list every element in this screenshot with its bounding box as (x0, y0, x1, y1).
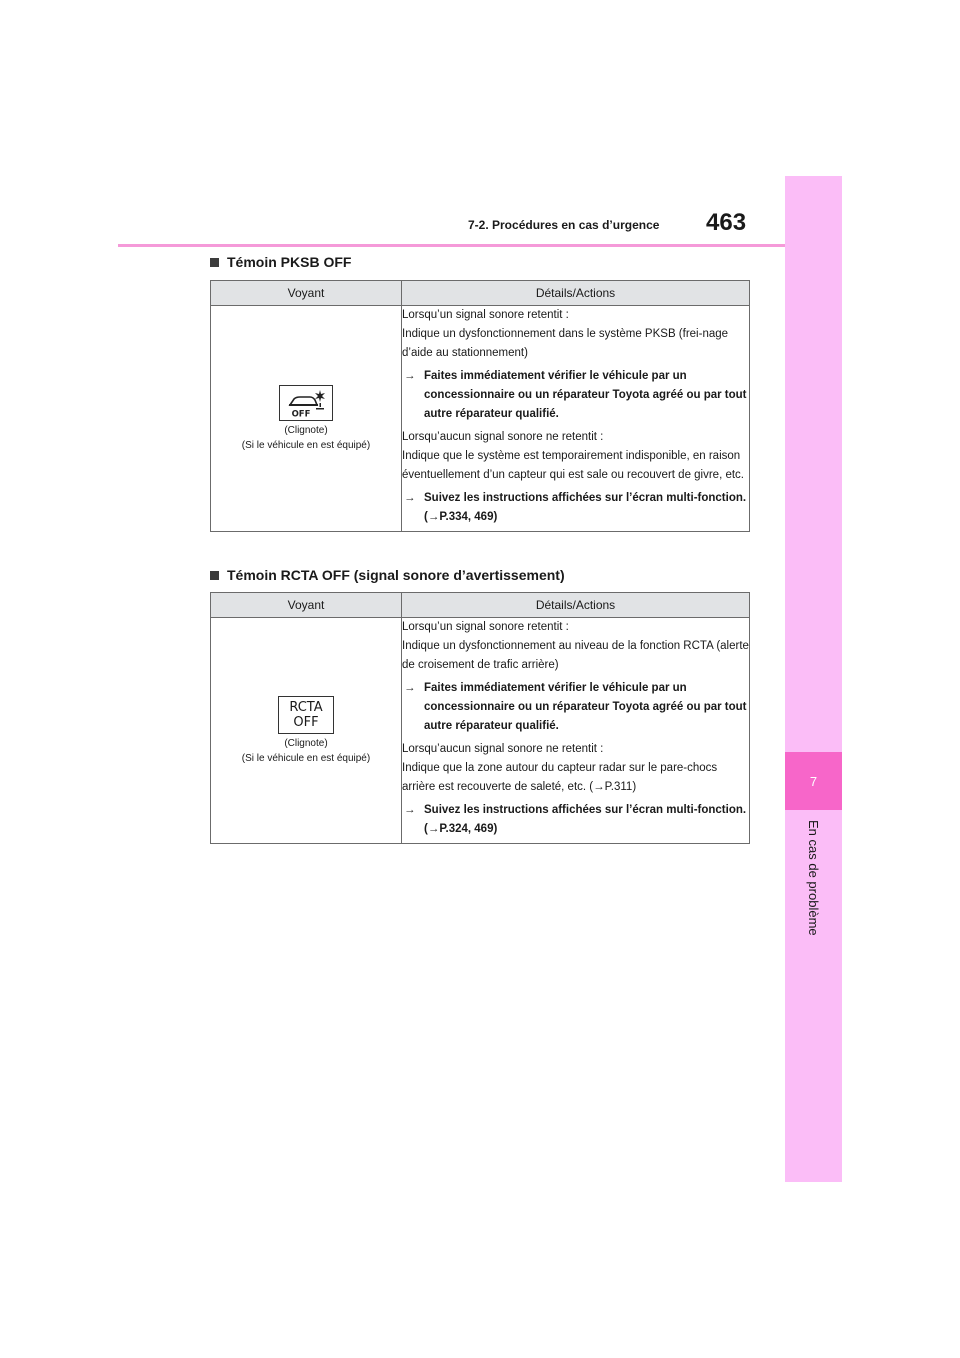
condition-sound: Lorsqu’un signal sonore retentit : (402, 621, 569, 633)
arrow-icon: → (404, 492, 416, 504)
arrow-icon: → (404, 370, 416, 382)
page-number: 463 (706, 209, 747, 236)
pksb-off-warning-icon (279, 385, 333, 421)
arrow-icon: → (404, 682, 416, 694)
action-item (404, 679, 749, 736)
description-dirty-sensor: Indique que la zone autour du capteur radar sur le pare-chocs arrière est recouverte de saleté, etc. (→P.311) (402, 762, 718, 793)
description-unavailable: Indique que le système est temporairement indisponible, en raison éventuellement d’un capteur qui est sale ou recouvert de givre, etc. (402, 450, 745, 481)
square-bullet-icon (210, 571, 219, 580)
rcta-icon-line2: OFF (293, 714, 319, 730)
condition-no-sound: Lorsqu’aucun signal sonore ne retentit : (402, 743, 604, 755)
table-row (211, 306, 750, 532)
column-header-voyant: Voyant (211, 593, 402, 618)
section-heading-text: Témoin RCTA OFF (signal sonore d’avertissement) (227, 567, 565, 583)
table-header-row (211, 281, 750, 306)
section-title: 7-2. Procédures en cas d’urgence (468, 218, 660, 232)
chapter-number: 7 (809, 773, 818, 789)
chapter-tab[interactable] (785, 752, 842, 810)
pksb-table (210, 280, 750, 532)
chapter-title: En cas de problème (806, 820, 821, 936)
icon-caption-equipped: (Si le véhicule en est équipé) (241, 439, 371, 451)
chapter-sidebar (785, 176, 842, 1182)
icon-caption-blink: (Clignote) (284, 424, 328, 436)
description-malfunction: Indique un dysfonctionnement dans le système PKSB (frei-nage d’aide au stationnement) (402, 328, 729, 359)
action-item (404, 801, 749, 839)
action-item (404, 489, 749, 527)
section-heading-pksb (210, 254, 351, 270)
details-cell (402, 306, 750, 532)
condition-no-sound: Lorsqu’aucun signal sonore ne retentit : (402, 431, 604, 443)
details-cell (402, 618, 750, 844)
column-header-details: Détails/Actions (402, 281, 750, 306)
icon-caption-equipped: (Si le véhicule en est équipé) (241, 752, 371, 764)
rcta-icon-line1: RCTA (289, 699, 323, 715)
svg-text:OFF: OFF (291, 409, 311, 418)
column-header-voyant: Voyant (211, 281, 402, 306)
action-text: Faites immédiatement vérifier le véhicule par un concessionnaire ou un réparateur Toyota agréé ou par tout autre réparateur qualifié. (424, 370, 747, 420)
action-text: Faites immédiatement vérifier le véhicule par un concessionnaire ou un réparateur Toyota agréé ou par tout autre réparateur qualifié. (424, 682, 747, 732)
description-malfunction: Indique un dysfonctionnement au niveau de la fonction RCTA (alerte de croisement de trafic arrière) (402, 640, 749, 671)
column-header-details: Détails/Actions (402, 593, 750, 618)
section-heading-rcta (210, 567, 565, 583)
section-heading-text: Témoin PKSB OFF (227, 254, 352, 270)
square-bullet-icon (210, 258, 219, 267)
pksb-car-icon (284, 388, 328, 418)
action-item (404, 367, 749, 424)
rcta-table (210, 592, 750, 844)
rcta-off-warning-icon (278, 696, 334, 734)
action-text: Suivez les instructions affichées sur l’écran multi-fonction. (→P.334, 469) (424, 492, 747, 523)
action-text: Suivez les instructions affichées sur l’écran multi-fonction. (→P.324, 469) (424, 804, 747, 835)
icon-caption-blink: (Clignote) (284, 737, 328, 749)
header-rule (118, 244, 785, 247)
table-header-row (211, 593, 750, 618)
arrow-icon: → (404, 804, 416, 816)
condition-sound: Lorsqu’un signal sonore retentit : (402, 309, 569, 321)
table-row (211, 618, 750, 844)
voyant-cell (211, 618, 402, 844)
voyant-cell (211, 306, 402, 532)
